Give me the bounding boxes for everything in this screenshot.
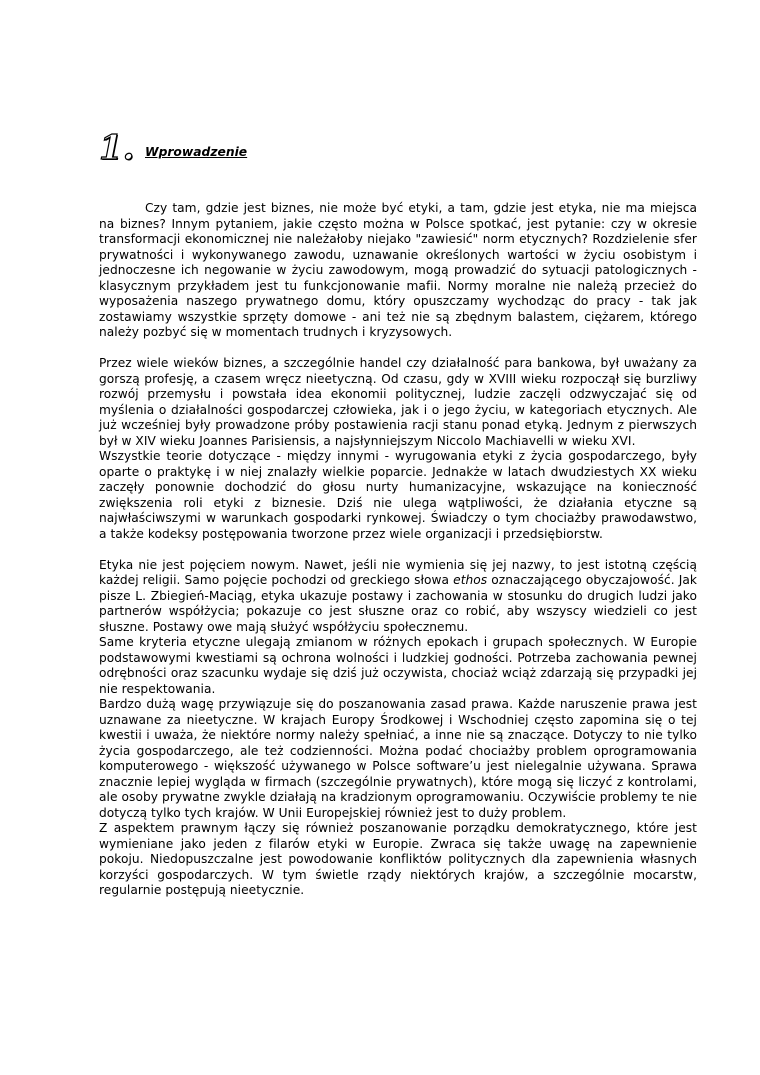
paragraph-criteria: Same kryteria etyczne ulegają zmianom w różnych epokach i grupach społecznych. W Europie podstawowymi kwestiami są ochrona wolności i ludzkiej godności. Potrzeba zachowania pewnej odrębności oraz szacunku wydaje się dziś już oczywista, chociaż wciąż zdarzają się przypadki jej nie respektowania. [99,635,697,696]
paragraph-gap [99,542,697,558]
paragraph-history: Przez wiele wieków biznes, a szczególnie handel czy działalność para bankowa, był uważany za gorszą profesję, a czasem wręcz nieetyczną. Od czasu, gdy w XVIII wieku rozpoczął się burzliwy rozwój przemysłu i powstała idea ekonomii politycznej, ludzie zaczęli odzwyczajać się od myślenia o działalności gospodarczej człowieka, jak i o jego życiu, w kategoriach etycznych. Ale już wcześniej były prowadzone próby postawienia racji stanu ponad etyką. Jednym z pierwszych był w XIV wieku Joannes Parisiensis, a najsłynniejszym Niccolo Machiavelli w wieku XVI. [99,356,697,448]
paragraph-gap [99,341,697,357]
text-run: oznaczającego obyczajowość. Jak pisze L. Zbiegień-Maciąg, etyka ukazuje postawy i zachowania w stosunku do drugich ludzi jako partnerów współżycia; pokazuje co jest słuszne oraz co robić, aby wszyscy wiedzieli co jest słuszne. Postawy owe mają służyć współżyciu społecznemu. [99,573,697,634]
emphasis-ethos: ethos [453,573,488,587]
body-text [99,201,697,899]
paragraph-theories: Wszystkie teorie dotyczące - między innymi - wyrugowania etyki z życia gospodarczego, były oparte o praktykę i w niej znalazły wielkie poparcie. Jednakże w latach dwudziestych XX wieku zaczęły ponownie dochodzić do głosu nurty humanizacyjne, wskazujące na konieczność zwiększenia roli etyki z biznesie. Dziś nie ulega wątpliwości, że działania etyczne są najwłaściwszymi w warunkach gospodarki rynkowej. Świadczy o tym chociażby prawodawstwo, a także kodeksy postępowania tworzone przez wiele organizacji i przedsiębiorstw. [99,449,697,541]
paragraph-ethics-definition [99,558,697,636]
paragraph-intro: Czy tam, gdzie jest biznes, nie może być etyki, a tam, gdzie jest etyka, nie ma miejsca na biznes? Innym pytaniem, jakie często można w Polsce spotkać, jest pytanie: czy w okresie transformacji ekonomicznej nie należałoby niejako "zawiesić" norm etycznych? Rozdzielenie sfer prywatności i wykonywanego zawodu, uznawanie określonych wartości w życiu osobistym i jednoczesne ich negowanie w życiu zawodowym, mogą prowadzić do sytuacji patologicznych - klasycznym przykładem jest tu funkcjonowanie mafii. Normy moralne nie należą przecież do wyposażenia naszego prywatnego domu, który opuszczamy wychodząc do pracy - tak jak zostawiamy wszystkie sprzęty domowe - ani też nie są zbędnym balastem, ciężarem, którego należy pozbyć się w momentach trudnych i kryzysowych. [99,201,697,339]
text-run: Etyka nie jest pojęciem nowym. Nawet, jeśli nie wymienia się jej nazwy, to jest istotną częścią każdej religii. Samo pojęcie pochodzi od greckiego słowa [99,557,697,587]
section-number: 1. [99,128,135,168]
section-title: Wprowadzenie [145,145,248,159]
paragraph-law: Bardzo dużą wagę przywiązuje się do poszanowania zasad prawa. Każde naruszenie prawa jest uznawane za nieetyczne. W krajach Europy Środkowej i Wschodniej często zapomina się o tej kwestii i uważa, że niektóre normy należy spełniać, a inne nie są znaczące. Dotyczy to nie tylko życia gospodarczego, ale też codzienności. Można podać chociażby problem oprogramowania komputerowego - większość używanego w Polsce software’u jest nielegalnie używana. Sprawa znacznie lepiej wygląda w firmach (szczególnie prywatnych), które mogą się liczyć z kontrolami, ale osoby prywatne zwykle działają na kradzionym oprogramowaniu. Oczywiście problemy te nie dotyczą tylko tych krajów. W Unii Europejskiej również jest to duży problem. [99,697,697,820]
paragraph-democracy: Z aspektem prawnym łączy się również poszanowanie porządku demokratycznego, które jest wymieniane jako jeden z filarów etyki w Europie. Zwraca się także uwagę na zapewnienie pokoju. Niedopuszczalne jest powodowanie konfliktów politycznych dla zapewnienia własnych korzyści gospodarczych. W tym świetle rządy niektórych krajów, a szczególnie mocarstw, regularnie postępują nieetycznie. [99,821,697,897]
